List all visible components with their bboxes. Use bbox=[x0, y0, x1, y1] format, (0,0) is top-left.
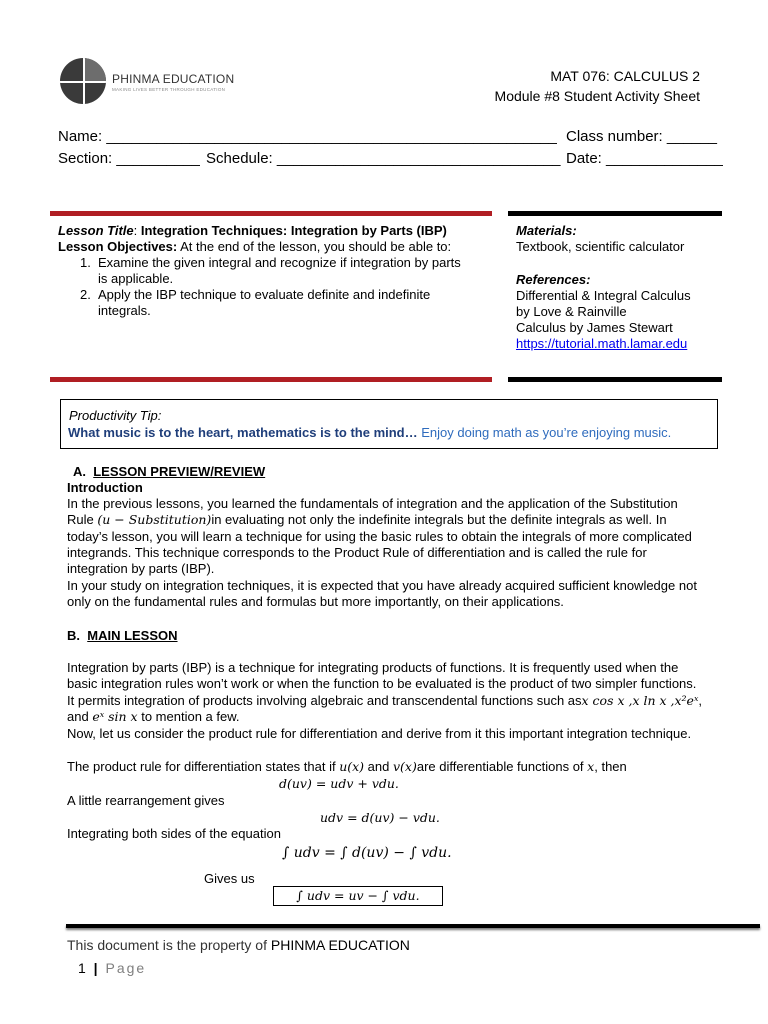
section-b-heading: B. MAIN LESSON bbox=[67, 628, 178, 643]
name-field[interactable]: Name: ______________________________________________________ bbox=[58, 128, 557, 145]
lesson-title: Lesson Title: Integration Techniques: Integration by Parts (IBP) bbox=[58, 223, 447, 238]
rearrangement-text: A little rearrangement gives bbox=[67, 793, 225, 808]
top-black-rule bbox=[508, 211, 722, 216]
ibp-formula-box bbox=[273, 886, 443, 906]
tip-label: Productivity Tip: bbox=[69, 408, 162, 423]
intro-paragraph: In the previous lessons, you learned the fundamentals of integration and the application of the Substitution Rule (u − Substitution)in evaluating not only the indefinite integrals but the definite integrals as well. In today’s lesson, you will learn a technique for using the basic rules to obtain the integrals of more complicated integrands. This technique corresponds to the Product Rule of differentiation and is called the rule for integration by parts (IBP). bbox=[67, 496, 692, 577]
reference-item: by Love & Rainville bbox=[516, 304, 627, 319]
intro-paragraph-2: In your study on integration techniques, it is expected that you have already acquired sufficient knowledge not only on the fundamental rules and formulas but more importantly, on their applications. bbox=[67, 578, 697, 610]
objective-item: 2. Apply the IBP technique to evaluate definite and indefinite integrals. bbox=[80, 287, 431, 318]
top-red-rule bbox=[50, 211, 492, 216]
main-lesson-paragraph: Integration by parts (IBP) is a technique for integrating products of functions. It is frequently used when the basic integration rules won’t work or when the function to be evaluated is the product of two simpler functions. It permits integration of products involving algebraic and transcendental functions such asx cos x ,x ln x ,x²eˣ, and eˣ sin x to mention a few. bbox=[67, 660, 703, 724]
equation-product-rule: d(uv) = udv + vdu. bbox=[279, 776, 399, 791]
date-field[interactable]: Date: ______________ bbox=[566, 150, 723, 167]
equation-rearranged: udv = d(uv) − vdu. bbox=[320, 810, 440, 825]
footer-rule bbox=[66, 924, 760, 928]
gives-us-text: Gives us bbox=[204, 871, 255, 886]
footer-property: This document is the property of PHINMA EDUCATION bbox=[67, 937, 410, 953]
introduction-heading: Introduction bbox=[67, 480, 143, 495]
product-rule-intro: Now, let us consider the product rule for differentiation and derive from it this important integration technique. bbox=[67, 726, 692, 741]
materials-label: Materials: bbox=[516, 223, 577, 238]
tip-quote: What music is to the heart, mathematics is to the mind… Enjoy doing math as you’re enjoying music. bbox=[68, 425, 672, 440]
objective-item: 1. Examine the given integral and recognize if integration by parts is applicable. bbox=[80, 255, 461, 286]
ibp-formula: ∫ udv = uv − ∫ vdu. bbox=[296, 888, 420, 903]
materials-text: Textbook, scientific calculator bbox=[516, 239, 685, 254]
productivity-tip-box bbox=[60, 399, 718, 449]
reference-link[interactable]: https://tutorial.math.lamar.edu bbox=[516, 336, 688, 351]
lesson-info bbox=[58, 223, 488, 319]
equation-integrated: ∫ udv = ∫ d(uv) − ∫ vdu. bbox=[282, 845, 452, 861]
product-rule-statement: The product rule for differentiation states that if u(x) and v(x)are differentiable functions of x, then bbox=[67, 759, 627, 774]
reference-item: Differential & Integral Calculus bbox=[516, 288, 691, 303]
bottom-red-rule bbox=[50, 377, 492, 382]
lesson-objectives-intro: Lesson Objectives: At the end of the lesson, you should be able to: bbox=[58, 239, 452, 254]
materials-panel bbox=[516, 223, 721, 352]
references-label: References: bbox=[516, 272, 591, 287]
course-header bbox=[495, 66, 700, 106]
course-title: MAT 076: CALCULUS 2 bbox=[550, 68, 700, 84]
phinma-logo-icon bbox=[60, 58, 106, 104]
reference-item: Calculus by James Stewart bbox=[516, 320, 673, 335]
section-a-heading: A. LESSON PREVIEW/REVIEW bbox=[73, 464, 266, 479]
section-field[interactable]: Section: __________ bbox=[58, 150, 200, 167]
class-number-field[interactable]: Class number: ______ bbox=[566, 128, 717, 145]
module-title: Module #8 Student Activity Sheet bbox=[494, 88, 700, 104]
bottom-black-rule bbox=[508, 377, 722, 382]
brand-name: PHINMA EDUCATION bbox=[112, 72, 235, 86]
page-number: 1 | Page bbox=[78, 960, 147, 976]
schedule-field[interactable]: Schedule: __________________________________ bbox=[206, 150, 561, 167]
brand-tagline: MAKING LIVES BETTER THROUGH EDUCATION bbox=[112, 87, 226, 92]
integrating-text: Integrating both sides of the equation bbox=[67, 826, 281, 841]
